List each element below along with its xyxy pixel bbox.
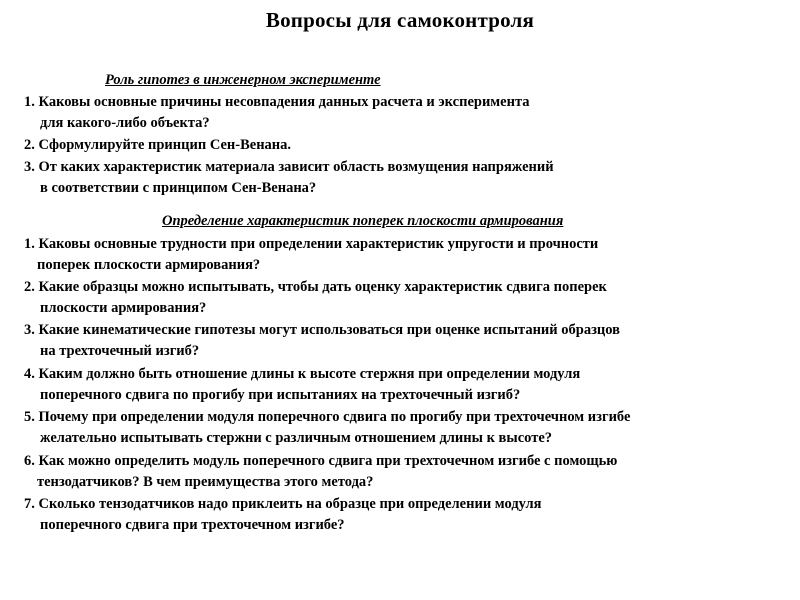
question-line: на трехточечный изгиб? (40, 343, 200, 359)
question-line: 5. Почему при определении модуля поперечного сдвига по прогибу при трехточечном изгибе (24, 409, 631, 425)
question-line: для какого-либо объекта? (40, 115, 210, 131)
question-line: 3. Какие кинематические гипотезы могут использоваться при оценке испытаний образцов (24, 322, 620, 338)
question-line: поперечного сдвига при трехточечном изгибе? (40, 517, 345, 533)
question-line: поперечного сдвига по прогибу при испытаниях на трехточечный изгиб? (40, 387, 521, 403)
question-line: 1. Каковы основные трудности при определении характеристик упругости и прочности (24, 236, 599, 252)
question-line: в соответствии с принципом Сен-Венана? (40, 180, 317, 196)
question-line: 6. Как можно определить модуль поперечного сдвига при трехточечном изгибе с помощью (24, 453, 618, 469)
question-line: 3. От каких характеристик материала зависит область возмущения напряжений (24, 159, 554, 175)
section-heading-hypotheses: Роль гипотез в инженерном эксперименте (105, 72, 381, 88)
question-line: тензодатчиков? В чем преимущества этого метода? (37, 474, 374, 490)
question-line: 1. Каковы основные причины несовпадения данных расчета и эксперимента (24, 94, 530, 110)
question-line: поперек плоскости армирования? (37, 257, 261, 273)
question-line: 4. Каким должно быть отношение длины к высоте стержня при определении модуля (24, 366, 581, 382)
page-title: Вопросы для самоконтроля (265, 8, 535, 32)
question-line: плоскости армирования? (40, 300, 207, 316)
question-line: 7. Сколько тензодатчиков надо приклеить на образце при определении модуля (24, 496, 542, 512)
question-line: 2. Сформулируйте принцип Сен-Венана. (24, 137, 292, 153)
question-line: желательно испытывать стержни с различным отношением длины к высоте? (40, 430, 553, 446)
section-heading-transverse: Определение характеристик поперек плоскости армирования (162, 213, 564, 229)
question-line: 2. Какие образцы можно испытывать, чтобы дать оценку характеристик сдвига поперек (24, 279, 607, 295)
